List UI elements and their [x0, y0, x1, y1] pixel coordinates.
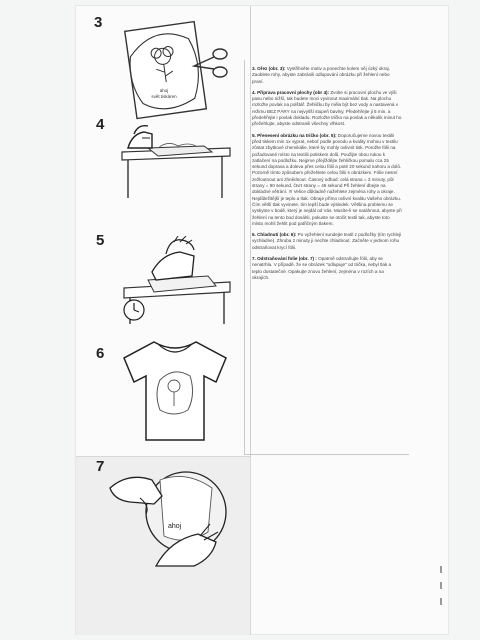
step-7-illustration	[100, 462, 240, 574]
transfer-text: ahoj	[168, 523, 182, 530]
instruction-4-heading: 4. Příprava pracovní plochy (obr 4):	[252, 89, 330, 95]
step-7-number: 7	[96, 458, 105, 475]
instruction-6-heading: 6. Chladnutí (obr. 6):	[252, 232, 297, 238]
t-shirt-icon	[124, 342, 226, 440]
iron-icon	[128, 126, 152, 148]
step-4-illustration	[118, 118, 233, 198]
step-3-number: 3	[94, 14, 103, 31]
ruler-mark	[440, 582, 442, 589]
step-5-number: 5	[96, 232, 105, 249]
instruction-3-heading: 3. Ořez (obr. 3):	[252, 66, 286, 71]
ruler-mark	[440, 566, 442, 573]
instruction-text	[252, 66, 402, 286]
instruction-paragraph-3	[252, 66, 402, 85]
instruction-paragraph-6	[252, 232, 402, 251]
instruction-5-body: Doporučujeme novou textilii před tiskem min 1x vyprat, neboť podle povodu a kvality mohou v textilu zůstat zbytkové chemikálie, které by mohly ovlivnit tisk. Porožte fólii na požadované místo na textilii potiskem dolů. Použijte obou rukou k zatlačení na podložku. Nejprve přejíždějte žehličkou pomalu cca 25 sekund doprava a doleva přes celou fólii a poté 20 sekund nahoru a dolů. Pozorně tímto způsobem přežehlete celou fólii s obrázkem. Fólie nesmí zežloutnout ani zhnědnout. Časový odhad: celá strana = 3 minuty, půl strany = 90 sekund, čtvrt strany = 45 sekund Při žehlení dbejte na dokladné větrání. !!! Velice důkladně nažehlete zejména rohy a okraje. Nejdůležitější je teplo a tlak. Obraje přímo ovlivní kvalitu Vašeho obrázku. Čím větší tlak vyvinete, tím lepší bude výsledek. Většina problemu se vyskytne v bodě, který je nejdál od Vás. Musíte-li se natáhnout, abyste při žehlení na tento bod dosáhli, pokuste se otočit textil tak, abyste toto místo mohli žehlit pod patřičným tlakem.	[252, 132, 402, 226]
clock-icon	[124, 300, 144, 320]
instruction-7-body: Opatrně odstraňujte fólii, aby se nenatrhla. V případě, že se obrázek "odlupuje" od trička, nebyl tlak a teplo dostatečné. Opakujte znovu žehlení, zejména v rozích a na okrajích.	[252, 256, 392, 280]
hand-on-iron-icon	[152, 236, 194, 280]
instruction-paragraph-5	[252, 133, 402, 227]
instruction-paragraph-7	[252, 256, 402, 281]
instruction-3-body: Vystřihněte motiv a ponechte kolem něj úzký okraj. Zaoblete rohy, abyste zabránili odlupování obrázku při žehlení nebo praní.	[252, 66, 390, 84]
step-6-number: 6	[96, 345, 105, 362]
instruction-5-heading: 5. Přenesení obrázku na tričko (obr. 5):	[252, 132, 337, 138]
step-3-illustration	[120, 10, 235, 120]
step-6-illustration	[116, 336, 234, 446]
step-5-illustration	[118, 236, 233, 324]
instruction-6-body: Po vyžehlení sundejte textil z podložky (tím rychleji vychladne). Zhruba 2 minuty ji nechte chladnout. Začněte v jednom rohu odstraňovat krycí fólii.	[252, 232, 402, 250]
heart-text-line-2: svět tiskáren	[151, 94, 177, 99]
heart-text-line-1: ahoj	[159, 88, 169, 93]
step-4-number: 4	[96, 116, 105, 133]
instruction-7-heading: 7. Odstraňování folie (obr. 7) :	[252, 256, 317, 262]
instruction-paragraph-4	[252, 90, 402, 128]
ruler-mark	[440, 598, 442, 605]
instruction-4-body: Zvolte si pracovní plochu ve výši pasu nebo nižší, tak budete moci vyvinout maximální tlak. Na plochu rozložte povlak na polštář. Žehličku by měla být bez vody a nastavená v režimu BEZ PÁRY na nejvyšší stupeň bavlny. Předehřejte ji 5 min. a předehřejte i povlak dokladu. Rozložte tričko na povlak a několik minut ho přežehlujte, abyste odstranili všechny vlhkost.	[252, 89, 402, 127]
